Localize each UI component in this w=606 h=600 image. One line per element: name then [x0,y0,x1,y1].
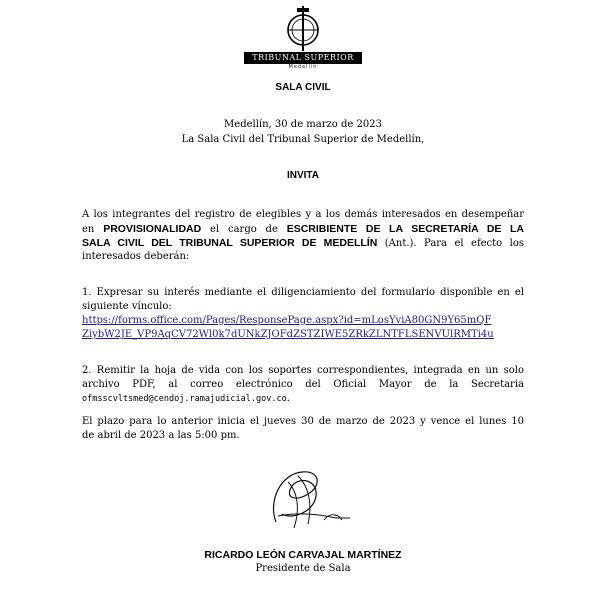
deadline-paragraph [82,415,524,443]
form-link[interactable]: https://forms.office.com/Pages/ResponsePage.aspx?id=mLosYviA80GN9Y65mQF [82,315,492,326]
deadline-line: de abril de 2023 a las 5:00 pm. [82,430,240,441]
handwritten-signature-icon [258,462,358,538]
tribunal-emblem-icon [244,4,362,52]
paragraph-line: A los integrantes del registro de elegibles y a los demás interesados en desempeñar [82,209,524,220]
paragraph-line: SALA CIVIL DEL TRIBUNAL SUPERIOR DE MEDELLÍN (Ant.). Para el efecto los [82,237,524,249]
email-address[interactable]: ofmsscvltsmed@cendoj.ramajudicial.gov.co [82,394,287,404]
item-line: ofmsscvltsmed@cendoj.ramajudicial.gov.co. [82,393,290,404]
court-line: La Sala Civil del Tribunal Superior de Medellín, [181,134,425,145]
item-line: 2. Remitir la hoja de vida con los soportes correspondientes, integrada en un solo [82,365,524,376]
item-line: siguiente vínculo: [82,301,172,312]
logo-city-text: Medellín [288,64,318,70]
paragraph-invitation [82,208,524,264]
provisionalidad-text: PROVISIONALIDAD [103,223,202,235]
position-title-text: ESCRIBIENTE DE LA SECRETARÍA DE LA [286,223,524,235]
paragraph-line: en PROVISIONALIDAD el cargo de ESCRIBIENTE DE LA SECRETARÍA DE LA [82,223,524,235]
logo-band-text: TRIBUNAL SUPERIOR [252,53,354,62]
section-title: SALA CIVIL [275,82,331,93]
item-line: archivo PDF, al correo electrónico del Oficial Mayor de la Secretaria [82,379,524,390]
paragraph-line: interesados deberán: [82,251,190,262]
item-line: 1. Expresar su interés mediante el diligenciamiento del formulario disponible en el [82,287,524,298]
invite-title: INVITA [286,170,320,181]
tribunal-logo [244,4,362,72]
item-two [82,364,524,406]
court-name-text: SALA CIVIL DEL TRIBUNAL SUPERIOR DE MEDELLÍN [82,237,378,249]
date-line: Medellín, 30 de marzo de 2023 [224,119,382,130]
form-link-continued[interactable]: ZiybW2JE_VP9AqCV72Wl0k7dUNkZJOFdZSTZIWE5ZRkZLNTFLSENVUlRMTi4u [82,329,494,340]
item-one [82,286,524,342]
deadline-line: El plazo para lo anterior inicia el jueves 30 de marzo de 2023 y vence el lunes 10 [82,416,524,427]
signatory-name: RICARDO LEÓN CARVAJAL MARTÍNEZ [204,549,402,561]
signatory-role: Presidente de Sala [255,563,351,574]
